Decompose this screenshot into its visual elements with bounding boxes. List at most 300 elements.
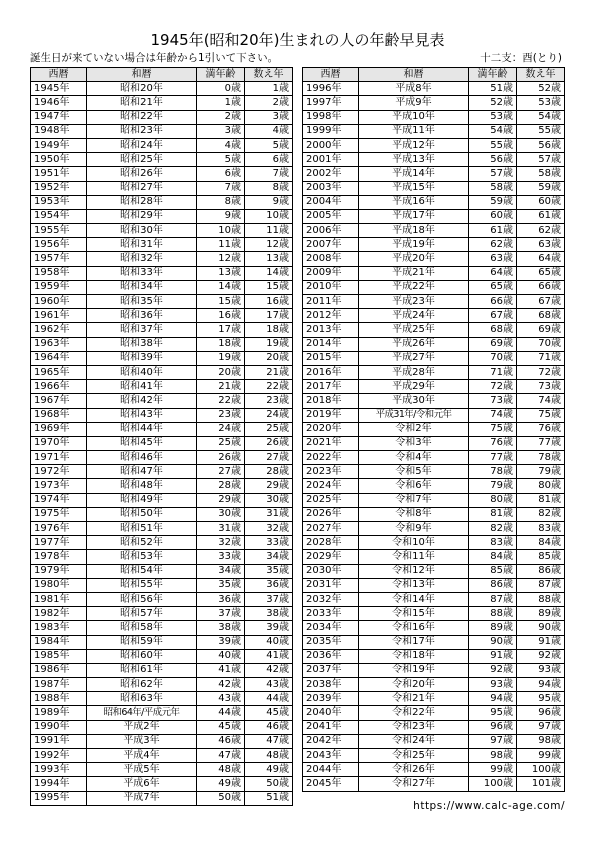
seireki-cell: 1985年	[31, 649, 87, 663]
seireki-cell: 2003年	[303, 181, 359, 195]
seireki-cell: 1967年	[31, 394, 87, 408]
seireki-cell: 1970年	[31, 436, 87, 450]
table-row	[303, 138, 565, 152]
kazoe-cell: 24歳	[245, 408, 293, 422]
wareki-cell: 昭和45年	[87, 436, 197, 450]
seireki-cell: 2018年	[303, 394, 359, 408]
seireki-cell: 2027年	[303, 522, 359, 536]
header-kazoe: 数え年	[517, 68, 565, 82]
seireki-cell: 1950年	[31, 153, 87, 167]
seireki-cell: 1962年	[31, 323, 87, 337]
table-row	[303, 578, 565, 592]
wareki-cell: 平成20年	[359, 252, 469, 266]
kazoe-cell: 92歳	[517, 649, 565, 663]
seireki-cell: 1968年	[31, 408, 87, 422]
wareki-cell: 令和21年	[359, 692, 469, 706]
seireki-cell: 2000年	[303, 138, 359, 152]
seireki-cell: 1983年	[31, 621, 87, 635]
seireki-cell: 2044年	[303, 763, 359, 777]
kazoe-cell: 82歳	[517, 507, 565, 521]
table-row	[303, 124, 565, 138]
wareki-cell: 平成26年	[359, 337, 469, 351]
wareki-cell: 昭和64年/平成元年	[87, 706, 197, 720]
table-row	[31, 96, 293, 110]
age-cell: 64歳	[469, 266, 517, 280]
age-cell: 37歳	[197, 607, 245, 621]
wareki-cell: 令和25年	[359, 749, 469, 763]
seireki-cell: 2021年	[303, 436, 359, 450]
wareki-cell: 平成14年	[359, 167, 469, 181]
age-cell: 95歳	[469, 706, 517, 720]
wareki-cell: 平成31年/令和元年	[359, 408, 469, 422]
kazoe-cell: 37歳	[245, 592, 293, 606]
kazoe-cell: 78歳	[517, 451, 565, 465]
seireki-cell: 2031年	[303, 578, 359, 592]
table-row	[31, 422, 293, 436]
table-row	[31, 167, 293, 181]
age-cell: 100歳	[469, 777, 517, 791]
kazoe-cell: 95歳	[517, 692, 565, 706]
kazoe-cell: 98歳	[517, 734, 565, 748]
seireki-cell: 2016年	[303, 365, 359, 379]
kazoe-cell: 2歳	[245, 96, 293, 110]
wareki-cell: 昭和51年	[87, 522, 197, 536]
age-cell: 16歳	[197, 309, 245, 323]
age-cell: 45歳	[197, 720, 245, 734]
age-cell: 30歳	[197, 507, 245, 521]
kazoe-cell: 96歳	[517, 706, 565, 720]
table-row	[303, 663, 565, 677]
seireki-cell: 2022年	[303, 451, 359, 465]
wareki-cell: 昭和49年	[87, 493, 197, 507]
seireki-cell: 1952年	[31, 181, 87, 195]
kazoe-cell: 4歳	[245, 124, 293, 138]
wareki-cell: 平成29年	[359, 380, 469, 394]
seireki-cell: 1996年	[303, 82, 359, 96]
seireki-cell: 1989年	[31, 706, 87, 720]
seireki-cell: 2038年	[303, 678, 359, 692]
kazoe-cell: 48歳	[245, 749, 293, 763]
seireki-cell: 1961年	[31, 309, 87, 323]
kazoe-cell: 20歳	[245, 351, 293, 365]
kazoe-cell: 79歳	[517, 465, 565, 479]
age-cell: 74歳	[469, 408, 517, 422]
seireki-cell: 1947年	[31, 110, 87, 124]
seireki-cell: 1977年	[31, 536, 87, 550]
table-row	[303, 82, 565, 96]
wareki-cell: 平成7年	[87, 791, 197, 805]
wareki-cell: 平成18年	[359, 224, 469, 238]
wareki-cell: 令和9年	[359, 522, 469, 536]
age-cell: 70歳	[469, 351, 517, 365]
table-row	[303, 195, 565, 209]
seireki-cell: 2042年	[303, 734, 359, 748]
seireki-cell: 1994年	[31, 777, 87, 791]
seireki-cell: 1979年	[31, 564, 87, 578]
kazoe-cell: 1歳	[245, 82, 293, 96]
age-cell: 42歳	[197, 678, 245, 692]
age-cell: 60歳	[469, 209, 517, 223]
seireki-cell: 2026年	[303, 507, 359, 521]
wareki-cell: 昭和61年	[87, 663, 197, 677]
seireki-cell: 2024年	[303, 479, 359, 493]
seireki-cell: 2020年	[303, 422, 359, 436]
age-cell: 19歳	[197, 351, 245, 365]
kazoe-cell: 60歳	[517, 195, 565, 209]
kazoe-cell: 61歳	[517, 209, 565, 223]
table-row	[303, 422, 565, 436]
seireki-cell: 2019年	[303, 408, 359, 422]
kazoe-cell: 7歳	[245, 167, 293, 181]
age-cell: 85歳	[469, 564, 517, 578]
seireki-cell: 1965年	[31, 365, 87, 379]
seireki-cell: 2014年	[303, 337, 359, 351]
table-row	[303, 635, 565, 649]
age-cell: 93歳	[469, 678, 517, 692]
kazoe-cell: 22歳	[245, 380, 293, 394]
seireki-cell: 1990年	[31, 720, 87, 734]
table-row	[31, 493, 293, 507]
age-cell: 39歳	[197, 635, 245, 649]
table-row	[31, 607, 293, 621]
table-row	[303, 110, 565, 124]
age-cell: 4歳	[197, 138, 245, 152]
seireki-cell: 1963年	[31, 337, 87, 351]
wareki-cell: 平成13年	[359, 153, 469, 167]
age-cell: 17歳	[197, 323, 245, 337]
wareki-cell: 平成23年	[359, 295, 469, 309]
wareki-cell: 昭和41年	[87, 380, 197, 394]
table-header-row	[31, 68, 293, 82]
kazoe-cell: 84歳	[517, 536, 565, 550]
seireki-cell: 2035年	[303, 635, 359, 649]
kazoe-cell: 30歳	[245, 493, 293, 507]
seireki-cell: 1978年	[31, 550, 87, 564]
seireki-cell: 1980年	[31, 578, 87, 592]
seireki-cell: 1988年	[31, 692, 87, 706]
table-row	[31, 763, 293, 777]
wareki-cell: 令和10年	[359, 536, 469, 550]
table-row	[303, 209, 565, 223]
wareki-cell: 昭和25年	[87, 153, 197, 167]
wareki-cell: 平成28年	[359, 365, 469, 379]
kazoe-cell: 94歳	[517, 678, 565, 692]
age-cell: 21歳	[197, 380, 245, 394]
age-cell: 98歳	[469, 749, 517, 763]
table-row	[303, 493, 565, 507]
seireki-cell: 2001年	[303, 153, 359, 167]
age-cell: 8歳	[197, 195, 245, 209]
wareki-cell: 平成11年	[359, 124, 469, 138]
seireki-cell: 1997年	[303, 96, 359, 110]
table-row	[31, 451, 293, 465]
age-cell: 67歳	[469, 309, 517, 323]
table-row	[303, 507, 565, 521]
wareki-cell: 令和12年	[359, 564, 469, 578]
kazoe-cell: 10歳	[245, 209, 293, 223]
table-row	[31, 209, 293, 223]
kazoe-cell: 46歳	[245, 720, 293, 734]
age-cell: 14歳	[197, 280, 245, 294]
seireki-cell: 1992年	[31, 749, 87, 763]
table-row	[31, 380, 293, 394]
kazoe-cell: 32歳	[245, 522, 293, 536]
age-cell: 63歳	[469, 252, 517, 266]
header-age: 満年齢	[197, 68, 245, 82]
table-row	[303, 692, 565, 706]
table-row	[303, 167, 565, 181]
age-cell: 68歳	[469, 323, 517, 337]
wareki-cell: 昭和27年	[87, 181, 197, 195]
wareki-cell: 昭和31年	[87, 238, 197, 252]
wareki-cell: 昭和56年	[87, 592, 197, 606]
kazoe-cell: 80歳	[517, 479, 565, 493]
kazoe-cell: 93歳	[517, 663, 565, 677]
header-age: 満年齢	[469, 68, 517, 82]
age-cell: 11歳	[197, 238, 245, 252]
age-cell: 73歳	[469, 394, 517, 408]
age-cell: 2歳	[197, 110, 245, 124]
wareki-cell: 令和7年	[359, 493, 469, 507]
kazoe-cell: 44歳	[245, 692, 293, 706]
age-cell: 33歳	[197, 550, 245, 564]
seireki-cell: 1973年	[31, 479, 87, 493]
age-cell: 94歳	[469, 692, 517, 706]
wareki-cell: 平成30年	[359, 394, 469, 408]
age-cell: 35歳	[197, 578, 245, 592]
age-cell: 34歳	[197, 564, 245, 578]
kazoe-cell: 52歳	[517, 82, 565, 96]
wareki-cell: 平成21年	[359, 266, 469, 280]
wareki-cell: 昭和54年	[87, 564, 197, 578]
table-row	[31, 706, 293, 720]
wareki-cell: 平成25年	[359, 323, 469, 337]
wareki-cell: 昭和29年	[87, 209, 197, 223]
wareki-cell: 昭和57年	[87, 607, 197, 621]
wareki-cell: 昭和48年	[87, 479, 197, 493]
age-cell: 49歳	[197, 777, 245, 791]
seireki-cell: 2017年	[303, 380, 359, 394]
age-cell: 13歳	[197, 266, 245, 280]
birthday-note: 誕生日が来ていない場合は年齢から1引いて下さい。	[30, 52, 279, 64]
age-cell: 76歳	[469, 436, 517, 450]
wareki-cell: 昭和26年	[87, 167, 197, 181]
age-table-left	[30, 67, 293, 806]
kazoe-cell: 31歳	[245, 507, 293, 521]
wareki-cell: 昭和40年	[87, 365, 197, 379]
seireki-cell: 1981年	[31, 592, 87, 606]
wareki-cell: 平成27年	[359, 351, 469, 365]
wareki-cell: 令和26年	[359, 763, 469, 777]
table-row	[303, 720, 565, 734]
age-cell: 47歳	[197, 749, 245, 763]
age-cell: 7歳	[197, 181, 245, 195]
table-row	[31, 536, 293, 550]
kazoe-cell: 33歳	[245, 536, 293, 550]
table-row	[31, 238, 293, 252]
wareki-cell: 令和6年	[359, 479, 469, 493]
age-cell: 9歳	[197, 209, 245, 223]
wareki-cell: 昭和60年	[87, 649, 197, 663]
age-cell: 99歳	[469, 763, 517, 777]
table-row	[303, 479, 565, 493]
age-cell: 84歳	[469, 550, 517, 564]
age-cell: 23歳	[197, 408, 245, 422]
age-cell: 88歳	[469, 607, 517, 621]
kazoe-cell: 25歳	[245, 422, 293, 436]
age-cell: 36歳	[197, 592, 245, 606]
kazoe-cell: 3歳	[245, 110, 293, 124]
age-cell: 59歳	[469, 195, 517, 209]
table-row	[303, 252, 565, 266]
age-cell: 6歳	[197, 167, 245, 181]
wareki-cell: 昭和28年	[87, 195, 197, 209]
wareki-cell: 昭和58年	[87, 621, 197, 635]
seireki-cell: 2033年	[303, 607, 359, 621]
kazoe-cell: 91歳	[517, 635, 565, 649]
table-row	[31, 777, 293, 791]
header-wareki: 和暦	[87, 68, 197, 82]
kazoe-cell: 67歳	[517, 295, 565, 309]
age-cell: 66歳	[469, 295, 517, 309]
kazoe-cell: 86歳	[517, 564, 565, 578]
seireki-cell: 1991年	[31, 734, 87, 748]
wareki-cell: 令和18年	[359, 649, 469, 663]
age-cell: 55歳	[469, 138, 517, 152]
seireki-cell: 1946年	[31, 96, 87, 110]
age-cell: 10歳	[197, 224, 245, 238]
seireki-cell: 1998年	[303, 110, 359, 124]
seireki-cell: 2025年	[303, 493, 359, 507]
wareki-cell: 昭和59年	[87, 635, 197, 649]
seireki-cell: 2029年	[303, 550, 359, 564]
seireki-cell: 2028年	[303, 536, 359, 550]
wareki-cell: 平成12年	[359, 138, 469, 152]
table-row	[31, 408, 293, 422]
table-row	[31, 266, 293, 280]
table-row	[31, 592, 293, 606]
kazoe-cell: 53歳	[517, 96, 565, 110]
seireki-cell: 2009年	[303, 266, 359, 280]
table-row	[303, 607, 565, 621]
table-row	[303, 465, 565, 479]
age-cell: 91歳	[469, 649, 517, 663]
kazoe-cell: 41歳	[245, 649, 293, 663]
kazoe-cell: 68歳	[517, 309, 565, 323]
table-row	[31, 720, 293, 734]
wareki-cell: 令和22年	[359, 706, 469, 720]
seireki-cell: 2002年	[303, 167, 359, 181]
wareki-cell: 令和16年	[359, 621, 469, 635]
kazoe-cell: 26歳	[245, 436, 293, 450]
seireki-cell: 2037年	[303, 663, 359, 677]
kazoe-cell: 40歳	[245, 635, 293, 649]
kazoe-cell: 55歳	[517, 124, 565, 138]
kazoe-cell: 12歳	[245, 238, 293, 252]
age-cell: 62歳	[469, 238, 517, 252]
table-row	[303, 678, 565, 692]
wareki-cell: 令和17年	[359, 635, 469, 649]
kazoe-cell: 77歳	[517, 436, 565, 450]
kazoe-cell: 43歳	[245, 678, 293, 692]
table-row	[31, 124, 293, 138]
kazoe-cell: 8歳	[245, 181, 293, 195]
kazoe-cell: 38歳	[245, 607, 293, 621]
kazoe-cell: 62歳	[517, 224, 565, 238]
kazoe-cell: 74歳	[517, 394, 565, 408]
age-cell: 96歳	[469, 720, 517, 734]
table-row	[303, 309, 565, 323]
kazoe-cell: 83歳	[517, 522, 565, 536]
seireki-cell: 1971年	[31, 451, 87, 465]
age-cell: 1歳	[197, 96, 245, 110]
table-row	[31, 394, 293, 408]
age-cell: 3歳	[197, 124, 245, 138]
kazoe-cell: 11歳	[245, 224, 293, 238]
seireki-cell: 1969年	[31, 422, 87, 436]
table-row	[31, 195, 293, 209]
wareki-cell: 昭和35年	[87, 295, 197, 309]
age-cell: 5歳	[197, 153, 245, 167]
wareki-cell: 平成3年	[87, 734, 197, 748]
table-row	[31, 110, 293, 124]
seireki-cell: 2032年	[303, 592, 359, 606]
kazoe-cell: 72歳	[517, 365, 565, 379]
kazoe-cell: 50歳	[245, 777, 293, 791]
kazoe-cell: 47歳	[245, 734, 293, 748]
wareki-cell: 令和27年	[359, 777, 469, 791]
age-cell: 27歳	[197, 465, 245, 479]
kazoe-cell: 14歳	[245, 266, 293, 280]
kazoe-cell: 64歳	[517, 252, 565, 266]
wareki-cell: 昭和20年	[87, 82, 197, 96]
table-row	[303, 238, 565, 252]
age-cell: 75歳	[469, 422, 517, 436]
table-row	[31, 138, 293, 152]
kazoe-cell: 75歳	[517, 408, 565, 422]
kazoe-cell: 57歳	[517, 153, 565, 167]
seireki-cell: 1987年	[31, 678, 87, 692]
table-row	[303, 295, 565, 309]
kazoe-cell: 76歳	[517, 422, 565, 436]
wareki-cell: 令和13年	[359, 578, 469, 592]
age-cell: 89歳	[469, 621, 517, 635]
age-cell: 61歳	[469, 224, 517, 238]
seireki-cell: 1975年	[31, 507, 87, 521]
table-header-row	[303, 68, 565, 82]
age-cell: 53歳	[469, 110, 517, 124]
wareki-cell: 平成10年	[359, 110, 469, 124]
age-cell: 15歳	[197, 295, 245, 309]
table-row	[31, 351, 293, 365]
seireki-cell: 1966年	[31, 380, 87, 394]
wareki-cell: 昭和24年	[87, 138, 197, 152]
table-row	[31, 181, 293, 195]
seireki-cell: 1964年	[31, 351, 87, 365]
table-row	[303, 365, 565, 379]
seireki-cell: 2041年	[303, 720, 359, 734]
age-cell: 24歳	[197, 422, 245, 436]
age-cell: 22歳	[197, 394, 245, 408]
table-row	[31, 550, 293, 564]
age-cell: 43歳	[197, 692, 245, 706]
kazoe-cell: 59歳	[517, 181, 565, 195]
seireki-cell: 2023年	[303, 465, 359, 479]
table-row	[303, 749, 565, 763]
kazoe-cell: 17歳	[245, 309, 293, 323]
seireki-cell: 2010年	[303, 280, 359, 294]
table-row	[303, 153, 565, 167]
